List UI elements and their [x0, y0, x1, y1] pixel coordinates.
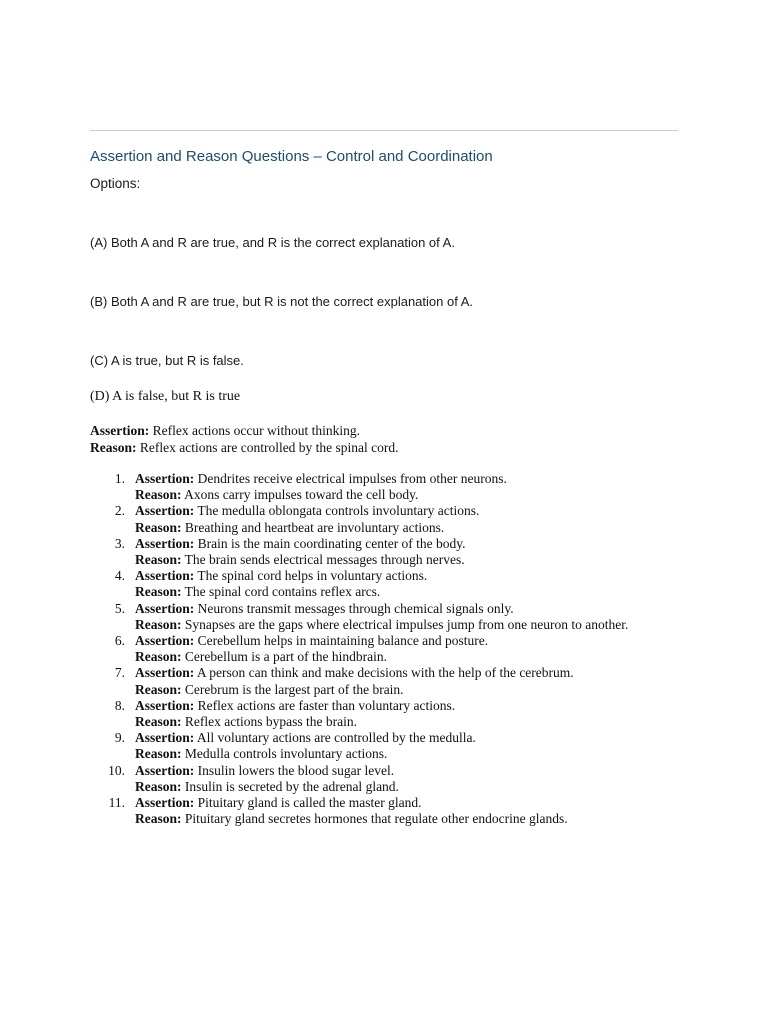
reason-text: The spinal cord contains reflex arcs.: [184, 584, 381, 600]
question-item: [90, 568, 650, 600]
question-number: 7.: [114, 665, 125, 681]
option-b: (B) Both A and R are true, but R is not the correct explanation of A.: [90, 294, 473, 309]
example-assertion-label: Assertion:: [90, 423, 150, 438]
question-number: 8.: [114, 697, 125, 713]
assertion-label: Assertion:: [135, 762, 195, 778]
question-item: [90, 601, 650, 633]
reason-text: Synapses are the gaps where electrical impulses jump from one neuron to another.: [184, 616, 629, 632]
reason-text: The brain sends electrical messages through nerves.: [184, 552, 465, 568]
assertion-label: Assertion:: [135, 600, 195, 616]
assertion-text: The spinal cord helps in voluntary actions.: [197, 568, 428, 584]
reason-label: Reason:: [135, 552, 182, 568]
reason-text: Insulin is secreted by the adrenal gland.: [184, 778, 399, 794]
reason-label: Reason:: [135, 811, 182, 827]
reason-text: Cerebrum is the largest part of the brain.: [184, 681, 404, 697]
question-item: [90, 763, 650, 795]
question-item: [90, 795, 650, 827]
option-d: (D) A is false, but R is true: [90, 389, 241, 404]
assertion-label: Assertion:: [135, 665, 195, 681]
assertion-label: Assertion:: [135, 697, 195, 713]
option-a: (A) Both A and R are true, and R is the correct explanation of A.: [90, 235, 455, 250]
assertion-text: All voluntary actions are controlled by the medulla.: [196, 730, 476, 746]
assertion-label: Assertion:: [135, 568, 195, 584]
top-divider: [90, 130, 678, 131]
question-number: 5.: [114, 600, 125, 616]
reason-label: Reason:: [135, 746, 182, 762]
assertion-text: Reflex actions are faster than voluntary actions.: [197, 697, 456, 713]
reason-text: Reflex actions bypass the brain.: [184, 714, 357, 730]
assertion-label: Assertion:: [135, 730, 195, 746]
reason-text: Cerebellum is a part of the hindbrain.: [184, 649, 387, 665]
options-label: Options:: [90, 176, 141, 191]
reason-text: Axons carry impulses toward the cell body.: [184, 487, 419, 503]
question-number: 11.: [108, 795, 125, 811]
question-number: 10.: [108, 762, 125, 778]
assertion-text: Pituitary gland is called the master gland.: [197, 795, 422, 811]
assertion-text: Insulin lowers the blood sugar level.: [197, 762, 395, 778]
question-number: 6.: [114, 633, 125, 649]
reason-label: Reason:: [135, 649, 182, 665]
question-number: 3.: [114, 535, 125, 551]
assertion-text: A person can think and make decisions with the help of the cerebrum.: [196, 665, 574, 681]
question-number: 1.: [114, 471, 125, 486]
page-title: Assertion and Reason Questions – Control and Coordination: [90, 148, 493, 165]
reason-text: Medulla controls involuntary actions.: [184, 746, 388, 762]
question-item: [90, 698, 650, 730]
example-assertion-text: Reflex actions occur without thinking.: [152, 423, 360, 438]
example-reason-text: Reflex actions are controlled by the spinal cord.: [139, 440, 399, 455]
question-item: [90, 536, 650, 568]
reason-label: Reason:: [135, 584, 182, 600]
example-assertion-line: [90, 422, 399, 439]
example-question: [90, 422, 399, 456]
reason-text: Breathing and heartbeat are involuntary actions.: [184, 519, 445, 535]
option-c: (C) A is true, but R is false.: [90, 353, 244, 368]
reason-label: Reason:: [135, 714, 182, 730]
question-list: [90, 471, 650, 827]
assertion-label: Assertion:: [135, 503, 195, 519]
reason-label: Reason:: [135, 519, 182, 535]
question-item: [90, 471, 650, 503]
question-item: [90, 665, 650, 697]
question-number: 2.: [114, 503, 125, 519]
assertion-label: Assertion:: [135, 633, 195, 649]
assertion-text: The medulla oblongata controls involuntary actions.: [197, 503, 480, 519]
reason-label: Reason:: [135, 778, 182, 794]
assertion-text: Cerebellum helps in maintaining balance and posture.: [197, 633, 489, 649]
question-number: 4.: [114, 568, 125, 584]
question-item: [90, 730, 650, 762]
reason-label: Reason:: [135, 681, 182, 697]
assertion-label: Assertion:: [135, 471, 195, 486]
reason-text: Pituitary gland secretes hormones that regulate other endocrine glands.: [184, 811, 568, 827]
assertion-label: Assertion:: [135, 535, 195, 551]
assertion-label: Assertion:: [135, 795, 195, 811]
question-item: [90, 503, 650, 535]
assertion-text: Brain is the main coordinating center of the body.: [197, 535, 466, 551]
example-reason-label: Reason:: [90, 440, 137, 455]
assertion-text: Dendrites receive electrical impulses from other neurons.: [197, 471, 507, 486]
assertion-text: Neurons transmit messages through chemical signals only.: [197, 600, 514, 616]
example-reason-line: [90, 439, 399, 456]
reason-label: Reason:: [135, 616, 182, 632]
question-item: [90, 633, 650, 665]
reason-label: Reason:: [135, 487, 182, 503]
question-number: 9.: [114, 730, 125, 746]
